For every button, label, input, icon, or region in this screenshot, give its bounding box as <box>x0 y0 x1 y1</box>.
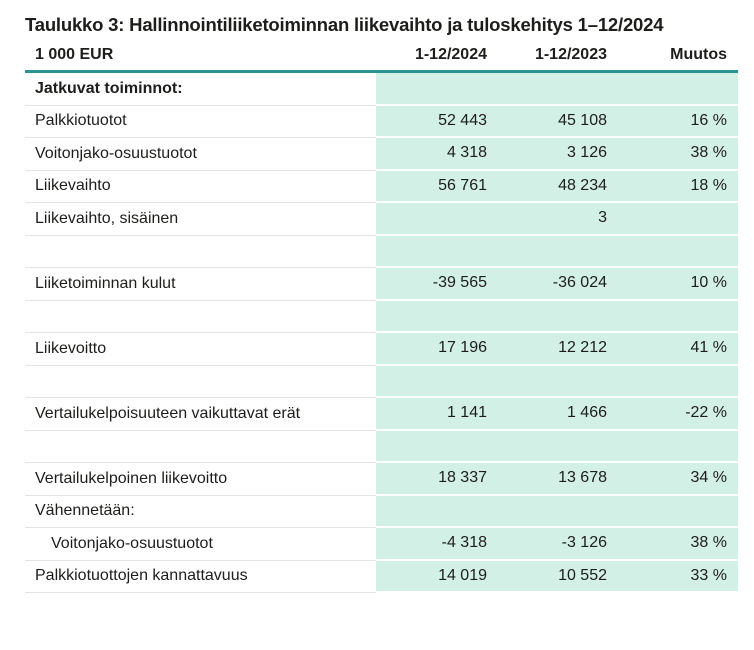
row-label <box>25 366 376 399</box>
cell-2024 <box>376 236 487 269</box>
financial-table <box>25 40 738 593</box>
table-row <box>25 528 738 561</box>
cell-2023: 48 234 <box>487 171 607 204</box>
column-header-muutos: Muutos <box>670 46 727 63</box>
row-label: Voitonjako-osuustuotot <box>25 138 376 171</box>
row-label: Voitonjako-osuustuotot <box>25 528 376 561</box>
table-body <box>25 73 738 593</box>
cell-muutos <box>607 73 738 106</box>
cell-2023 <box>487 236 607 269</box>
cell-muutos: 41 % <box>607 333 738 366</box>
cell-muutos <box>607 496 738 529</box>
row-label: Liikevoitto <box>25 333 376 366</box>
cell-2024: -39 565 <box>376 268 487 301</box>
cell-muutos: -22 % <box>607 398 738 431</box>
table-row <box>25 398 738 431</box>
table-row <box>25 268 738 301</box>
row-label: Liikevaihto, sisäinen <box>25 203 376 236</box>
cell-2023 <box>487 431 607 464</box>
cell-muutos <box>607 431 738 464</box>
cell-2023: -3 126 <box>487 528 607 561</box>
row-label <box>25 431 376 464</box>
table-title: Taulukko 3: Hallinnointiliiketoiminnan liikevaihto ja tuloskehitys 1–12/2024 <box>25 14 664 35</box>
row-label <box>25 236 376 269</box>
cell-muutos: 38 % <box>607 138 738 171</box>
cell-2024: 4 318 <box>376 138 487 171</box>
table-row <box>25 561 738 594</box>
table-row <box>25 301 738 334</box>
cell-2023: 3 126 <box>487 138 607 171</box>
row-label: Vertailukelpoinen liikevoitto <box>25 463 376 496</box>
cell-2024: 18 337 <box>376 463 487 496</box>
table-row <box>25 171 738 204</box>
row-label <box>25 301 376 334</box>
row-label: Palkkiotuotot <box>25 106 376 139</box>
cell-muutos <box>607 366 738 399</box>
cell-2023: 12 212 <box>487 333 607 366</box>
cell-muutos: 34 % <box>607 463 738 496</box>
cell-2024 <box>376 73 487 106</box>
cell-2024: 14 019 <box>376 561 487 594</box>
cell-2023 <box>487 496 607 529</box>
table-row <box>25 496 738 529</box>
cell-2024: -4 318 <box>376 528 487 561</box>
cell-2023: 13 678 <box>487 463 607 496</box>
cell-2024 <box>376 301 487 334</box>
cell-2023 <box>487 301 607 334</box>
row-label: Liiketoiminnan kulut <box>25 268 376 301</box>
column-header-2024: 1-12/2024 <box>414 46 487 63</box>
table-row <box>25 333 738 366</box>
table-row <box>25 366 738 399</box>
column-header-2023: 1-12/2023 <box>534 46 607 63</box>
table-row <box>25 138 738 171</box>
cell-2023 <box>487 366 607 399</box>
table-row <box>25 106 738 139</box>
cell-muutos: 16 % <box>607 106 738 139</box>
table-row <box>25 203 738 236</box>
cell-muutos: 38 % <box>607 528 738 561</box>
cell-2024 <box>376 496 487 529</box>
cell-2024 <box>376 203 487 236</box>
cell-muutos <box>607 301 738 334</box>
column-header-unit: 1 000 EUR <box>35 46 114 63</box>
cell-2024: 1 141 <box>376 398 487 431</box>
cell-2023: 10 552 <box>487 561 607 594</box>
cell-2023: 1 466 <box>487 398 607 431</box>
table-row <box>25 236 738 269</box>
cell-2023 <box>487 73 607 106</box>
cell-2023: 3 <box>487 203 607 236</box>
row-label: Jatkuvat toiminnot: <box>25 73 376 106</box>
cell-2024 <box>376 431 487 464</box>
cell-muutos: 10 % <box>607 268 738 301</box>
cell-muutos: 33 % <box>607 561 738 594</box>
table-row <box>25 431 738 464</box>
cell-2024: 52 443 <box>376 106 487 139</box>
row-label: Palkkiotuottojen kannattavuus <box>25 561 376 594</box>
cell-2024: 56 761 <box>376 171 487 204</box>
cell-muutos: 18 % <box>607 171 738 204</box>
cell-2023: 45 108 <box>487 106 607 139</box>
row-label: Vähennetään: <box>25 496 376 529</box>
cell-muutos <box>607 203 738 236</box>
cell-2024 <box>376 366 487 399</box>
table-header-row <box>25 40 738 70</box>
table-row <box>25 463 738 496</box>
row-label: Vertailukelpoisuuteen vaikuttavat erät <box>25 398 376 431</box>
table-row <box>25 73 738 106</box>
cell-muutos <box>607 236 738 269</box>
cell-2023: -36 024 <box>487 268 607 301</box>
row-label: Liikevaihto <box>25 171 376 204</box>
cell-2024: 17 196 <box>376 333 487 366</box>
